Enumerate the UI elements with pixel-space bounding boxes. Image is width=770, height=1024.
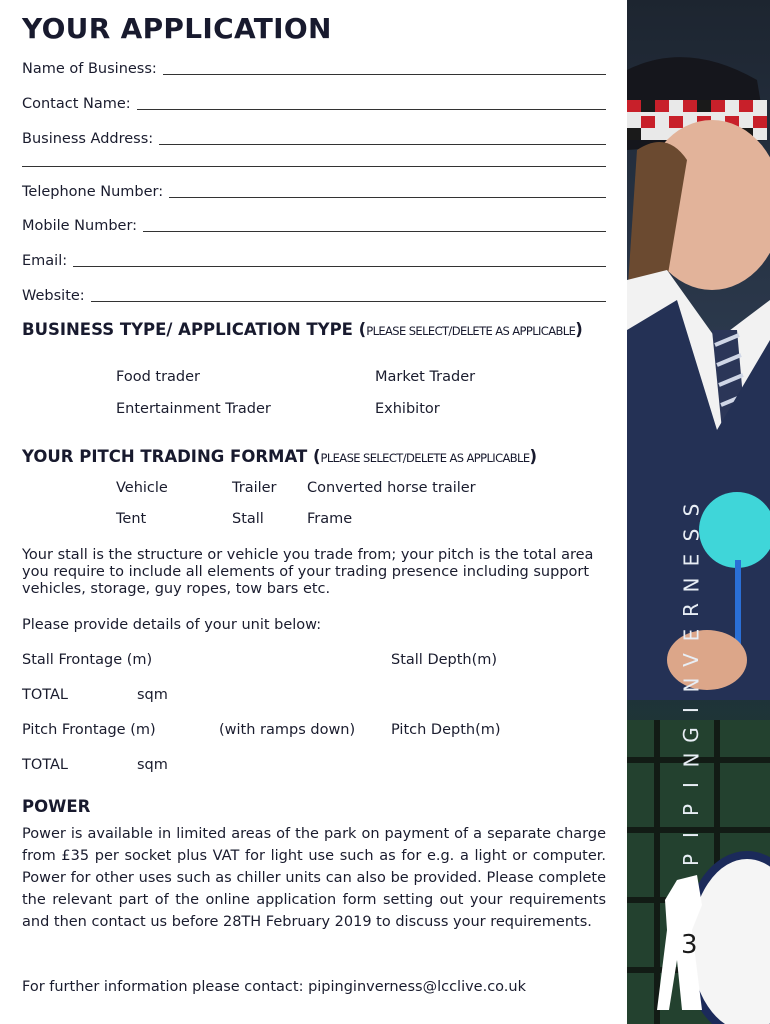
mobile-line[interactable]	[143, 217, 606, 232]
stall-info-paragraph: Your stall is the structure or vehicle you trade from; your pitch is the total area you require to include all elements of your trading presence including support vehicles, storage, guy ropes, tow bars etc.	[22, 547, 594, 597]
option-trailer[interactable]: Trailer	[232, 480, 277, 496]
business-type-heading	[22, 320, 583, 339]
website-field[interactable]	[22, 283, 606, 305]
telephone-field[interactable]	[22, 179, 606, 201]
power-paragraph: Power is available in limited areas of the park on payment of a separate charge from £35 per socket plus VAT for light use such as for e.g. a light or computer. Power for other uses such as chiller units can also be provided. Please complete the relevant part of the online application form setting out your requirements and then contact us before 28TH February 2019 to discuss your requirements.	[22, 826, 606, 930]
telephone-line[interactable]	[169, 183, 606, 198]
business-type-close: )	[575, 320, 583, 339]
power-heading: POWER	[22, 797, 91, 816]
email-field[interactable]	[22, 248, 606, 270]
business-address-label: Business Address:	[22, 131, 154, 147]
page-title: YOUR APPLICATION	[22, 12, 332, 45]
pitch-frontage-label: Pitch Frontage (m)	[22, 722, 156, 738]
pitch-sqm-label: sqm	[137, 757, 168, 773]
telephone-label: Telephone Number:	[22, 184, 164, 200]
pitch-format-note: PLEASE SELECT/DELETE AS APPLICABLE	[320, 451, 530, 465]
stall-sqm-label: sqm	[137, 687, 168, 703]
ramps-label: (with ramps down)	[219, 722, 356, 738]
pitch-format-title: YOUR PITCH TRADING FORMAT (	[22, 447, 321, 466]
option-exhibitor[interactable]: Exhibitor	[375, 401, 440, 417]
email-label: Email:	[22, 253, 68, 269]
pitch-format-close: )	[529, 447, 538, 466]
pitch-depth-label: Pitch Depth(m)	[391, 722, 501, 738]
option-stall[interactable]: Stall	[232, 511, 264, 527]
option-market-trader[interactable]: Market Trader	[375, 369, 476, 385]
stall-total-label: TOTAL	[22, 687, 68, 703]
business-name-field[interactable]	[22, 56, 606, 78]
option-converted-horse-trailer[interactable]: Converted horse trailer	[307, 480, 476, 496]
option-food-trader[interactable]: Food trader	[116, 369, 200, 385]
option-entertainment-trader[interactable]: Entertainment Trader	[116, 401, 271, 417]
pitch-total-label: TOTAL	[22, 757, 68, 773]
contact-name-field[interactable]	[22, 91, 606, 113]
business-address-field[interactable]	[22, 126, 606, 148]
contact-name-label: Contact Name:	[22, 96, 131, 112]
business-type-title: BUSINESS TYPE/ APPLICATION TYPE (	[22, 320, 367, 339]
business-name-label: Name of Business:	[22, 61, 157, 77]
business-name-line[interactable]	[163, 60, 606, 75]
page-number: 3	[681, 930, 698, 960]
unit-prompt: Please provide details of your unit below:	[22, 617, 322, 633]
website-label: Website:	[22, 288, 85, 304]
contact-name-line[interactable]	[137, 95, 606, 110]
business-type-note: PLEASE SELECT/DELETE AS APPLICABLE	[366, 324, 576, 338]
stall-frontage-label: Stall Frontage (m)	[22, 652, 153, 668]
stall-depth-label: Stall Depth(m)	[391, 652, 498, 668]
contact-line: For further information please contact: pipinginverness@lcclive.co.uk	[22, 979, 526, 995]
piping-inverness-vertical-text: S S E N R E V N I G N I P I P	[678, 503, 703, 867]
business-address-line[interactable]	[159, 130, 606, 145]
option-frame[interactable]: Frame	[307, 511, 353, 527]
mobile-label: Mobile Number:	[22, 218, 138, 234]
pitch-format-heading	[22, 447, 537, 466]
email-line[interactable]	[73, 252, 606, 267]
business-address-line-2[interactable]	[22, 166, 606, 167]
option-tent[interactable]: Tent	[116, 511, 147, 527]
option-vehicle[interactable]: Vehicle	[116, 480, 168, 496]
mobile-field[interactable]	[22, 213, 606, 235]
website-line[interactable]	[91, 287, 606, 302]
